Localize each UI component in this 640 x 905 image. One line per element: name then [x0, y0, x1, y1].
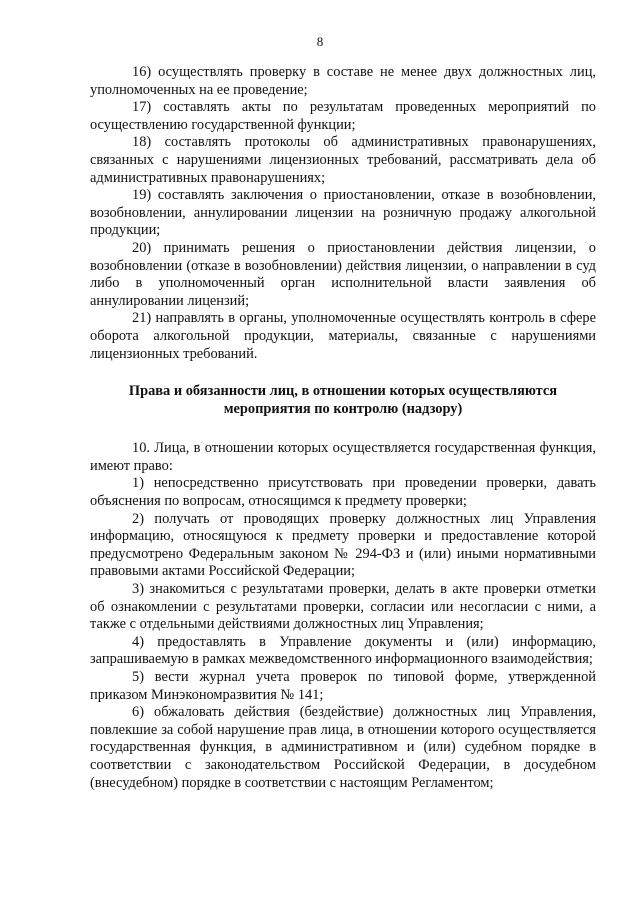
list-item: 19) составлять заключения о приостановлении, отказе в возобновлении, возобновлении, аннулировании лицензии на розничную продажу алкогольной продукции;	[90, 187, 596, 239]
list-item: 17) составлять акты по результатам проведенных мероприятий по осуществлению государственной функции;	[90, 99, 596, 133]
list-item: 20) принимать решения о приостановлении действия лицензии, о возобновлении (отказе в возобновлении) действия лицензии, о направлении в суд либо в уполномоченный орган исполнительной власти заявления об аннулировании лицензий;	[90, 239, 596, 309]
list-item: 2) получать от проводящих проверку должностных лиц Управления информацию, относящуюся к предмету проверки и предоставление которой предусмотрено Федеральным законом № 294-ФЗ и (или) иными нормативными правовыми актами Российской Федерации;	[90, 510, 596, 580]
section-heading	[90, 383, 596, 418]
page-number: 8	[316, 34, 324, 49]
section-heading-line: Права и обязанности лиц, в отношении которых осуществляются	[128, 383, 558, 400]
paragraph-intro: 10. Лица, в отношении которых осуществляется государственная функция, имеют право:	[90, 440, 596, 474]
list-item: 21) направлять в органы, уполномоченные осуществлять контроль в сфере оборота алкогольной продукции, материалы, связанные с нарушениями лицензионных требований.	[90, 310, 596, 362]
document-body	[90, 64, 596, 792]
section-heading-line: мероприятия по контролю (надзору)	[223, 400, 463, 417]
list-item: 18) составлять протоколы об административных правонарушениях, связанных с нарушениями лицензионных требований, рассматривать дела об административных правонарушениях;	[90, 134, 596, 186]
list-item: 1) непосредственно присутствовать при проведении проверки, давать объяснения по вопросам, относящимся к предмету проверки;	[90, 475, 596, 510]
list-item: 4) предоставлять в Управление документы и (или) информацию, запрашиваемую в рамках межведомственного информационного взаимодействия;	[90, 633, 596, 668]
list-item: 6) обжаловать действия (бездействие) должностных лиц Управления, повлекшие за собой нарушение прав лица, в отношении которого осуществляется государственная функция, в административном и (или) судебном порядке в соответствии с законодательством Российской Федерации, в досудебном (внесудебном) порядке в соответствии с настоящим Регламентом;	[90, 704, 596, 791]
list-item: 5) вести журнал учета проверок по типовой форме, утвержденной приказом Минэкономразвития № 141;	[90, 669, 596, 703]
list-item: 16) осуществлять проверку в составе не менее двух должностных лиц, уполномоченных на ее проведение;	[90, 64, 596, 98]
list-item: 3) знакомиться с результатами проверки, делать в акте проверки отметки об ознакомлении с результатами проверки, согласии или несогласии с ними, а также с отдельными действиями должностных лиц Управления;	[90, 581, 596, 633]
